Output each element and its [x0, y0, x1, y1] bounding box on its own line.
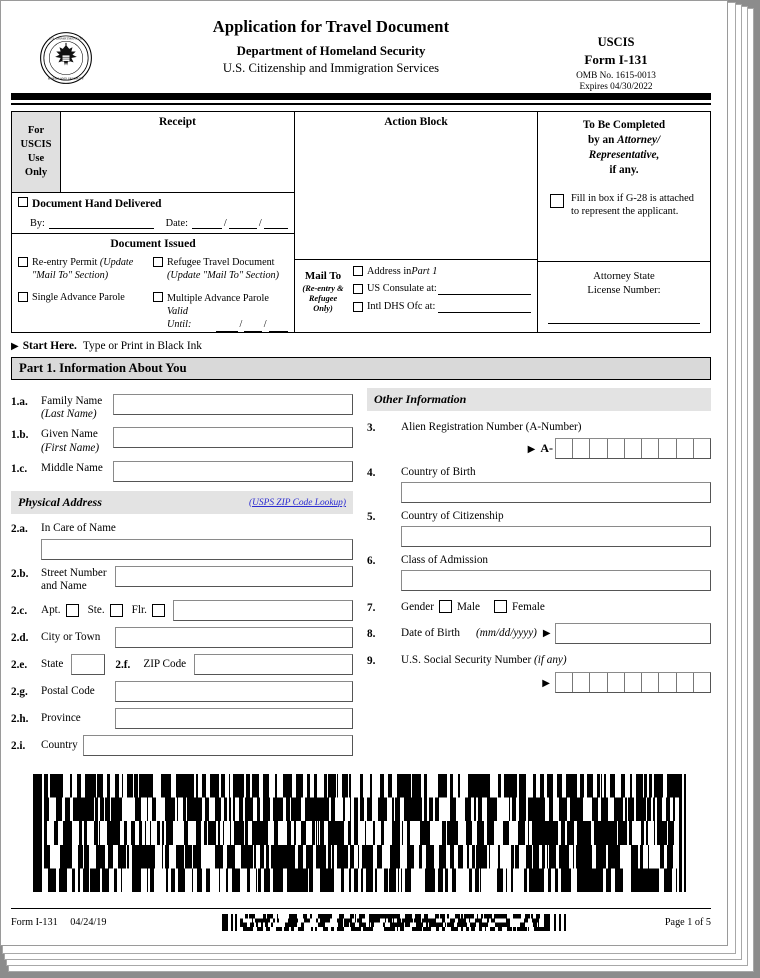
field-number-1a: 1.a.: [11, 395, 28, 408]
field-number-1b: 1.b.: [11, 429, 29, 442]
field-country-of-birth: [367, 465, 711, 479]
attorney-heading-line-1: To Be Completed: [582, 118, 666, 131]
mail-to-intl-dhs-option[interactable]: [353, 301, 531, 313]
single-advance-parole-checkbox[interactable]: [18, 292, 28, 302]
attorney-license-label-2: License Number:: [587, 284, 661, 296]
reentry-permit-option[interactable]: [18, 257, 153, 283]
field-number-2c: 2.c.: [11, 605, 28, 618]
field-middle-name: [11, 461, 353, 482]
field-gender: [367, 600, 711, 614]
footer-page-number: Page 1 of 5: [664, 916, 711, 928]
omb-expiration: Expires 04/30/2022: [579, 82, 653, 92]
field-street-number-and-name: [11, 566, 353, 594]
zip-code-label: ZIP Code: [143, 658, 187, 671]
mail-to-us-consulate-option[interactable]: [353, 283, 531, 295]
postal-code-label: Postal Code: [41, 684, 95, 697]
other-information-title: Other Information: [374, 391, 467, 406]
usps-zip-lookup-link[interactable]: (USPS ZIP Code Lookup): [249, 497, 346, 508]
date-sep-2: /: [258, 218, 262, 230]
document-hand-delivered-checkbox[interactable]: [18, 197, 28, 207]
field-province: [11, 708, 353, 729]
bureau-name: U.S. Citizenship and Immigration Services: [222, 61, 440, 75]
multiple-advance-parole-label: Multiple Advance Parole: [167, 292, 269, 304]
field-state-zip: [11, 654, 353, 675]
reentry-permit-label: Re-entry Permit: [32, 257, 100, 269]
field-number-3: 3.: [367, 421, 376, 434]
ste-checkbox[interactable]: [110, 604, 123, 617]
city-or-town-input[interactable]: [115, 627, 353, 648]
country-of-birth-input[interactable]: [401, 482, 711, 503]
start-here-text: Type or Print in Black Ink: [82, 339, 203, 352]
middle-name-label: Middle Name: [41, 462, 103, 475]
mail-to-section: [295, 260, 537, 332]
flr-label: Flr.: [131, 604, 147, 617]
uscis-label: USCIS: [597, 35, 635, 49]
svg-text:U.S. DEPARTMENT OF: U.S. DEPARTMENT OF: [49, 36, 83, 41]
field-ssn: [367, 653, 711, 667]
gender-label: Gender: [401, 600, 434, 613]
field-country: [11, 735, 353, 756]
document-hand-delivered-section: [12, 193, 294, 234]
ssn-arrow-icon: ▶: [542, 678, 550, 689]
family-name-label: Family Name: [41, 394, 103, 407]
date-of-birth-input[interactable]: [555, 623, 711, 644]
mail-to-sub-3: Only): [313, 303, 333, 313]
apt-checkbox[interactable]: [66, 604, 79, 617]
valid-sep-2: /: [263, 319, 267, 331]
field-alien-registration-number: [367, 420, 711, 434]
field-unit-type: [11, 600, 353, 621]
mail-to-part1-ref: Part 1: [411, 265, 438, 277]
field-country-of-citizenship: [367, 509, 711, 523]
mail-to-label: [295, 260, 351, 332]
action-block-label: Action Block: [384, 115, 448, 128]
date-sep-1: /: [223, 218, 227, 230]
field-number-8: 8.: [367, 628, 376, 640]
dhs-seal-icon: [39, 31, 93, 85]
barcode-area: [11, 774, 711, 892]
footer-rule: [11, 908, 711, 909]
city-or-town-label: City or Town: [41, 630, 101, 643]
street-number-label-2: and Name: [41, 580, 87, 593]
attorney-heading-line-2: by an: [587, 133, 618, 146]
attorney-license-section: [538, 262, 710, 332]
field-number-6: 6.: [367, 554, 376, 567]
page-title: Application for Travel Document: [212, 17, 450, 36]
mail-to-intl-dhs-label: Intl DHS Ofc at:: [367, 301, 436, 312]
g28-label: Fill in box if G-28 is attached to represent the applicant.: [571, 192, 694, 218]
for-use-line-4: Only: [24, 167, 48, 179]
mail-to-sub-2: Refugee: [308, 293, 338, 303]
valid-until-month-line[interactable]: [216, 320, 237, 332]
valid-until-day-line[interactable]: [244, 320, 261, 332]
start-here-bold: Start Here.: [22, 339, 77, 352]
reentry-permit-checkbox[interactable]: [18, 257, 28, 267]
refugee-travel-document-option[interactable]: [153, 257, 288, 283]
ste-label: Ste.: [87, 604, 105, 617]
for-use-line-2: USCIS: [20, 138, 52, 150]
attorney-heading-italic-1: Attorney/: [617, 133, 661, 146]
field-given-name: [11, 427, 353, 455]
multiple-advance-parole-option[interactable]: [153, 292, 288, 332]
date-day-line[interactable]: [229, 217, 257, 229]
receipt-label: Receipt: [158, 115, 197, 128]
start-here-arrow-icon: ▶: [11, 340, 19, 352]
gender-female-checkbox[interactable]: [494, 600, 507, 613]
field-number-2b: 2.b.: [11, 567, 29, 580]
pdf417-2d-barcode: [33, 774, 689, 892]
field-postal-code: [11, 681, 353, 702]
in-care-of-name-input[interactable]: [41, 539, 353, 560]
valid-sep-1: /: [239, 319, 243, 331]
g28-checkbox[interactable]: [550, 194, 564, 208]
attorney-license-input-line[interactable]: [548, 323, 700, 324]
form-header: [11, 9, 711, 91]
field-number-2e: 2.e.: [11, 659, 28, 672]
gender-male-label: Male: [456, 600, 480, 613]
state-input[interactable]: [71, 654, 105, 675]
date-of-birth-label: Date of Birth: [401, 627, 461, 639]
field-in-care-of-name: [11, 521, 353, 535]
svg-text:HOMELAND SECURITY: HOMELAND SECURITY: [47, 76, 85, 81]
valid-until-year-line[interactable]: [269, 320, 288, 332]
postal-code-input[interactable]: [115, 681, 353, 702]
given-name-sublabel: (First Name): [41, 441, 100, 454]
mail-to-us-consulate-input-line[interactable]: [438, 283, 531, 295]
gender-male-checkbox[interactable]: [439, 600, 452, 613]
mail-to-address-part1-label: Address in: [367, 265, 412, 277]
part-1-header: Part 1. Information About You: [11, 357, 711, 380]
field-number-2f: 2.f.: [115, 659, 131, 672]
family-name-sublabel: (Last Name): [41, 407, 97, 420]
page-footer: [11, 914, 711, 931]
given-name-label: Given Name: [41, 428, 98, 441]
attorney-license-label-1: Attorney State: [593, 270, 655, 282]
state-label: State: [41, 658, 64, 671]
document-issued-title: Document Issued: [110, 237, 196, 251]
header-rule-thick: [11, 93, 711, 100]
mail-to-intl-dhs-checkbox[interactable]: [353, 302, 363, 312]
valid-until-label: Valid Until:: [167, 306, 192, 331]
document-issued-section: [12, 234, 294, 331]
alien-number-input[interactable]: [555, 438, 711, 459]
footer-form-id: Form I-131: [11, 916, 58, 928]
date-label: Date:: [165, 218, 188, 230]
field-number-2i: 2.i.: [11, 740, 26, 753]
reentry-permit-note: (Update "Mail To" Section): [32, 257, 134, 281]
apt-label: Apt.: [41, 604, 61, 617]
field-number-1c: 1.c.: [11, 463, 28, 476]
for-uscis-use-only-label: [12, 112, 61, 193]
date-of-birth-format-hint: (mm/dd/yyyy): [476, 627, 537, 639]
alien-number-arrow-icon: ▶: [527, 444, 536, 455]
single-advance-parole-option[interactable]: [18, 292, 153, 332]
mail-to-intl-dhs-input-line[interactable]: [438, 301, 531, 313]
for-use-line-1: For: [27, 124, 45, 136]
field-number-5: 5.: [367, 510, 376, 523]
street-number-label-1: Street Number: [41, 566, 107, 579]
zip-code-input[interactable]: [194, 654, 353, 675]
family-name-input[interactable]: [113, 394, 353, 415]
omb-number: OMB No. 1615-0013: [576, 71, 656, 81]
start-here-instruction: [11, 340, 711, 352]
mail-to-us-consulate-checkbox[interactable]: [353, 284, 363, 294]
ssn-input[interactable]: [555, 672, 711, 693]
in-care-of-name-label: In Care of Name: [41, 522, 116, 535]
field-number-7: 7.: [367, 601, 376, 614]
g28-checkbox-row[interactable]: [548, 192, 700, 219]
ssn-label-italic: (if any): [534, 653, 567, 666]
by-label: By:: [30, 218, 45, 230]
class-of-admission-input[interactable]: [401, 570, 711, 591]
class-of-admission-label: Class of Admission: [401, 553, 489, 566]
country-of-citizenship-label: Country of Citizenship: [401, 509, 504, 522]
field-city-or-town: [11, 627, 353, 648]
date-of-birth-arrow-icon: ▶: [542, 627, 551, 639]
uscis-use-only-block: [11, 111, 711, 333]
field-number-2g: 2.g.: [11, 686, 28, 699]
omb-block: [541, 35, 691, 92]
attorney-heading-line-3: if any.: [609, 163, 639, 176]
mail-to-address-part1-option[interactable]: [353, 266, 531, 277]
by-input-line[interactable]: [49, 217, 154, 229]
footer-revision-date: 04/24/19: [70, 916, 107, 928]
field-date-of-birth: [367, 623, 711, 644]
mail-to-sub-1: (Re-entry &: [302, 283, 344, 293]
field-number-2a: 2.a.: [11, 523, 28, 536]
form-number: Form I-131: [584, 52, 648, 67]
field-class-of-admission: [367, 553, 711, 567]
header-rule-thin: [11, 103, 711, 105]
given-name-input[interactable]: [113, 427, 353, 448]
action-block-area[interactable]: [295, 112, 537, 260]
date-year-line[interactable]: [264, 217, 288, 229]
country-of-birth-label: Country of Birth: [401, 465, 476, 478]
province-label: Province: [41, 711, 81, 724]
alien-number-label: Alien Registration Number (A-Number): [401, 420, 582, 433]
for-use-line-3: Use: [27, 152, 45, 164]
single-advance-parole-label: Single Advance Parole: [32, 291, 125, 303]
mail-to-title: Mail To: [304, 269, 342, 282]
mail-to-us-consulate-label: US Consulate at:: [367, 283, 437, 294]
hand-delivered-label: Document Hand Delivered: [32, 198, 162, 211]
physical-address-band: [11, 491, 353, 514]
multiple-advance-parole-checkbox[interactable]: [153, 292, 163, 302]
receipt-area[interactable]: [61, 112, 294, 193]
gender-female-label: Female: [511, 600, 545, 613]
field-number-9: 9.: [367, 654, 376, 667]
province-input[interactable]: [115, 708, 353, 729]
field-number-2h: 2.h.: [11, 713, 29, 726]
flr-checkbox[interactable]: [152, 604, 165, 617]
street-number-and-name-input[interactable]: [115, 566, 353, 587]
field-family-name: [11, 394, 353, 422]
attorney-heading-italic-2: Representative,: [588, 148, 660, 161]
attorney-section: [538, 112, 710, 262]
field-number-2d: 2.d.: [11, 632, 29, 645]
country-input[interactable]: [83, 735, 353, 756]
alien-number-prefix: A-: [540, 440, 553, 455]
ssn-label: U.S. Social Security Number: [401, 653, 534, 666]
country-label: Country: [41, 738, 78, 751]
agency-name: Department of Homeland Security: [236, 44, 426, 58]
refugee-travel-document-checkbox[interactable]: [153, 257, 163, 267]
hand-delivered-checkbox-row[interactable]: [18, 197, 288, 210]
country-of-citizenship-input[interactable]: [401, 526, 711, 547]
other-information-band: [367, 388, 711, 411]
field-number-4: 4.: [367, 466, 376, 479]
refugee-travel-document-note: (Update "Mail To" Section): [167, 270, 280, 281]
unit-number-input[interactable]: [173, 600, 353, 621]
mail-to-address-part1-checkbox[interactable]: [353, 266, 363, 276]
footer-1d-barcode: [222, 914, 570, 931]
refugee-travel-document-label: Refugee Travel Document: [167, 257, 275, 269]
physical-address-title: Physical Address: [18, 495, 102, 510]
date-month-line[interactable]: [192, 217, 222, 229]
middle-name-input[interactable]: [113, 461, 353, 482]
